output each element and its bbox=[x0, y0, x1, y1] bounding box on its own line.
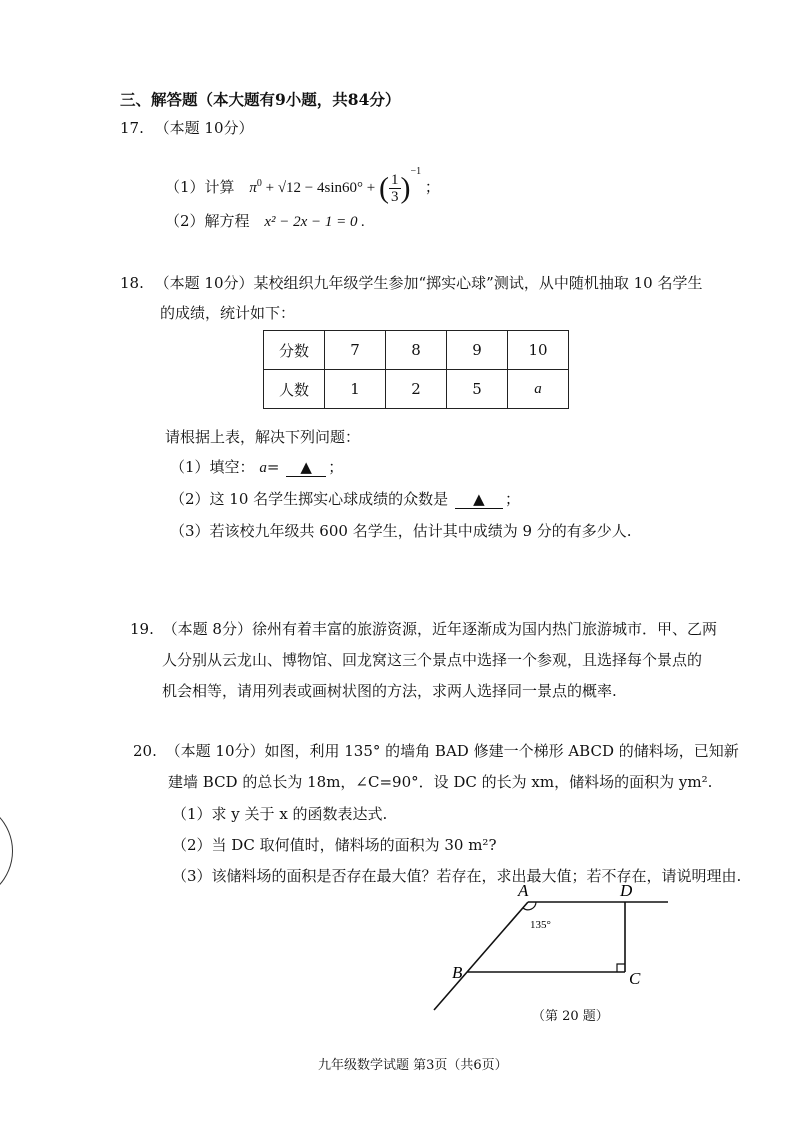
q17-expr1: $\pi^0 + √12 - 4\sin 60^\circ$ + ( $\frac{1}{3}$ )$^{-1}$ ； bbox=[249, 166, 440, 206]
q17-number: 17. bbox=[120, 119, 144, 137]
q20-number: 20. bbox=[133, 742, 157, 760]
label-c: C bbox=[629, 969, 641, 988]
q18-part1 bbox=[170, 456, 343, 477]
angle-label: 135° bbox=[530, 919, 551, 931]
q17-header bbox=[120, 117, 254, 138]
q18-p1-eq: = bbox=[266, 458, 280, 476]
fraction-numerator: 1 bbox=[391, 172, 399, 189]
table-row bbox=[264, 331, 569, 370]
pi-exponent: 0 bbox=[256, 178, 262, 189]
q19-text-1: （本题 8分）徐州有着丰富的旅游资源，近年逐渐成为国内热门旅游城市．甲、乙两 bbox=[162, 620, 717, 638]
q18-p2-end: ； bbox=[504, 490, 520, 508]
fraction bbox=[389, 172, 401, 205]
label-b: B bbox=[452, 963, 463, 982]
table-cell: 1 bbox=[325, 370, 386, 409]
q20-part1: （1）求 y 关于 x 的函数表达式. bbox=[172, 805, 388, 823]
q18-part3: （3）若该校九年级共 600 名学生，估计其中成绩为 9 分的有多少人. bbox=[170, 522, 632, 540]
q17-part2 bbox=[165, 210, 365, 231]
answer-blank-2[interactable] bbox=[455, 490, 503, 509]
q17-equation: x² − 2x − 1 = 0 . bbox=[264, 214, 366, 230]
q18-text-1: （本题 10分）某校组织九年级学生参加“掷实心球”测试，从中随机抽取 10 名学生 bbox=[154, 274, 703, 292]
figure-caption: （第 20 题） bbox=[532, 1009, 609, 1024]
q18-prompt: 请根据上表，解决下列问题： bbox=[165, 428, 361, 446]
table-cell: 人数 bbox=[264, 370, 325, 409]
q19-line3: 机会相等，请用列表或画树状图的方法，求两人选择同一景点的概率. bbox=[162, 682, 617, 700]
q17-part2-label: （2）解方程 bbox=[165, 212, 250, 230]
plus-sign-2: + bbox=[366, 180, 376, 196]
label-d: D bbox=[620, 881, 633, 900]
table-cell: 分数 bbox=[264, 331, 325, 370]
q18-part2 bbox=[170, 488, 520, 509]
table-cell: 7 bbox=[325, 331, 386, 370]
binding-arc bbox=[0, 800, 13, 902]
pi-symbol: π bbox=[249, 180, 257, 196]
q19-line1 bbox=[130, 618, 717, 639]
sin-term: 4sin60° bbox=[317, 180, 364, 196]
q18-p1-var: a bbox=[259, 460, 267, 476]
right-angle-marker bbox=[617, 964, 625, 972]
answer-blank-1[interactable] bbox=[286, 458, 326, 477]
triangle-mark-icon: ▲ bbox=[473, 490, 485, 508]
q19-line2: 人分别从云龙山、博物馆、回龙窝这三个景点中选择一个参观，且选择每个景点的 bbox=[162, 651, 703, 669]
triangle-mark-icon: ▲ bbox=[300, 458, 312, 476]
fraction-exponent: −1 bbox=[410, 166, 422, 177]
table-cell: 9 bbox=[447, 331, 508, 370]
plus-sign: + bbox=[265, 180, 275, 196]
table-cell: 2 bbox=[386, 370, 447, 409]
table-cell: 8 bbox=[386, 331, 447, 370]
q20-line1 bbox=[133, 740, 739, 761]
q18-p1-end: ； bbox=[328, 458, 344, 476]
q20-line2: 建墙 BCD 的总长为 18m，∠C=90°．设 DC 的长为 xm，储料场的面积为 ym². bbox=[168, 773, 713, 791]
q20-part3: （3）该储料场的面积是否存在最大值？若存在，求出最大值；若不存在，请说明理由. bbox=[172, 867, 742, 885]
trapezoid-figure bbox=[420, 878, 680, 1023]
score-table bbox=[263, 330, 569, 409]
q18-line1 bbox=[120, 272, 702, 293]
table-cell: a bbox=[508, 370, 569, 409]
q18-p2-text: （2）这 10 名学生掷实心球成绩的众数是 bbox=[170, 490, 449, 508]
minus-sign: − bbox=[304, 180, 314, 196]
fraction-denominator: 3 bbox=[391, 189, 399, 206]
q18-p1-label: （1）填空： bbox=[170, 458, 255, 476]
q20-part2: （2）当 DC 取何值时，储料场的面积为 30 m²? bbox=[172, 836, 497, 854]
q20-text-1: （本题 10分）如图，利用 135° 的墙角 BAD 修建一个梯形 ABCD 的储料场，已知新 bbox=[165, 742, 739, 760]
wall-line-ab bbox=[434, 902, 528, 1010]
table-row bbox=[264, 370, 569, 409]
q17-score: （本题 10分） bbox=[154, 119, 254, 137]
sqrt-term: √12 bbox=[277, 180, 302, 196]
q18-number: 18. bbox=[120, 274, 144, 292]
q17-part1-label: （1）计算 bbox=[165, 178, 235, 196]
table-cell: 5 bbox=[447, 370, 508, 409]
table-cell: 10 bbox=[508, 331, 569, 370]
label-a: A bbox=[518, 881, 529, 900]
semicolon: ； bbox=[424, 180, 440, 196]
section-title: 三、解答题（本大题有9小题，共84分） bbox=[120, 90, 401, 109]
q17-part1 bbox=[165, 150, 440, 206]
page-footer: 九年级数学试题 第3页（共6页） bbox=[318, 1058, 508, 1073]
q19-number: 19. bbox=[130, 620, 154, 638]
q18-line2: 的成绩，统计如下： bbox=[160, 304, 296, 322]
